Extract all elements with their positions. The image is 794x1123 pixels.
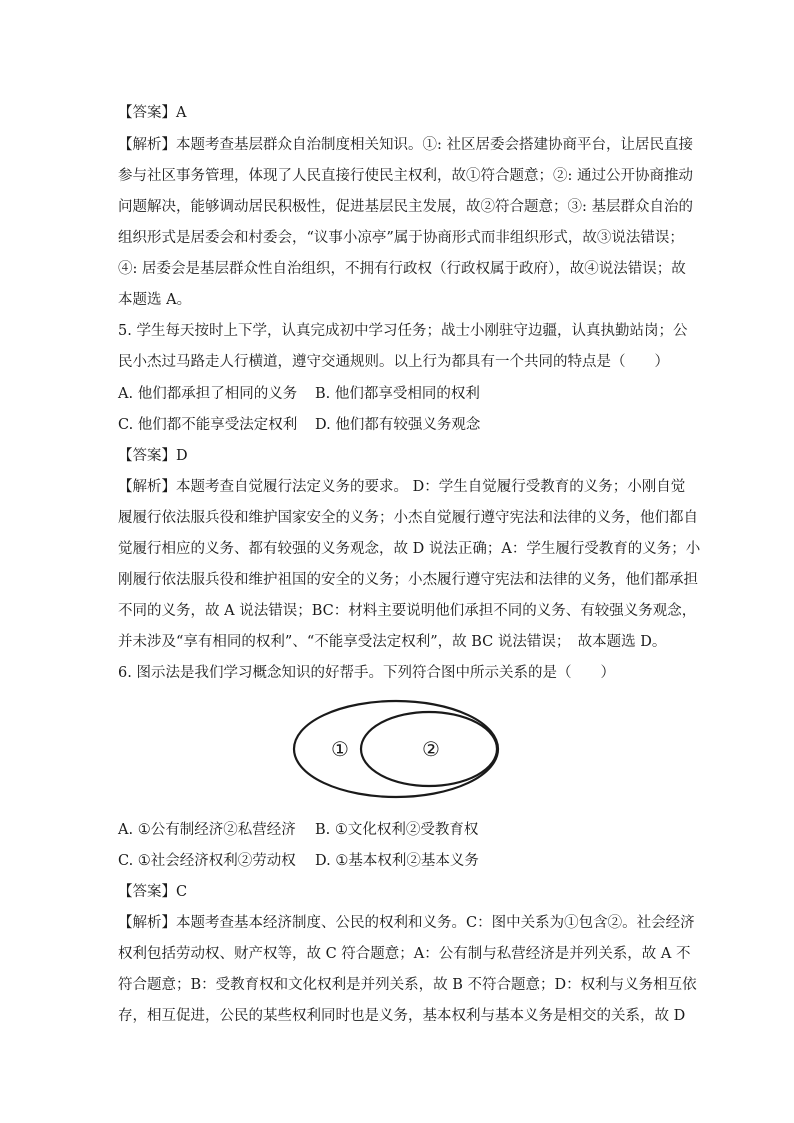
q4-analysis-line: 问题解决，能够调动居民积极性，促进基层民主发展，故②符合题意；③: 基层群众自治的 [118,199,693,215]
q6-option-b: B. ①文化权利②受教育权 [315,822,479,838]
inner-label: ② [422,737,440,761]
q5-stem-line: 民小杰过马路走人行横道，遵守交通规则。以上行为都具有一个共同的特点是（ ） [118,354,669,370]
q4-analysis-line: 参与社区事务管理，体现了人民直接行使民主权利，故①符合题意；②: 通过公开协商推动 [118,168,693,184]
venn-diagram [290,697,506,801]
q5-analysis-line: 【解析】本题考查自觉履行法定义务的要求。 D：学生自觉履行受教育的义务；小刚自觉 [118,479,686,495]
q6-answer: 【答案】C [118,884,188,900]
q6-option-c: C. ①社会经济权利②劳动权 [118,853,296,869]
q5-stem-line: 5. 学生每天按时上下学，认真完成初中学习任务；战士小刚驻守边疆，认真执勤站岗；公 [118,323,688,339]
q6-analysis-line: 符合题意；B：受教育权和文化权利是并列关系，故 B 不符合题意；D：权利与义务相互依 [118,977,697,993]
q6-option-a: A. ①公有制经济②私营经济 [118,822,296,838]
q6-analysis-line: 权利包括劳动权、财产权等，故 C 符合题意；A：公有制与私营经济是并列关系，故 A 不 [118,946,691,962]
q5-option-b: B. 他们都享受相同的权利 [315,386,480,402]
q5-option-c: C. 他们都不能享受法定权利 [118,417,298,433]
q6-stem: 6. 图示法是我们学习概念知识的好帮手。下列符合图中所示关系的是（ ） [118,665,615,681]
q6-analysis-line: 【解析】本题考查基本经济制度、公民的权利和义务。C：图中关系为①包含②。社会经济 [118,915,695,931]
q5-analysis-line: 不同的义务，故 A 说法错误；BC：材料主要说明他们承担不同的义务、有较强义务观念， [118,603,697,619]
q5-option-a: A. 他们都承担了相同的义务 [118,386,298,402]
q5-analysis-line: 刚履行依法服兵役和维护祖国的安全的义务；小杰履行遵守宪法和法律的义务，他们都承担 [118,572,698,588]
q5-analysis-line: 并未涉及“享有相同的权利”、“不能享受法定权利”，故 BC 说法错误； 故本题选 D。 [118,634,667,650]
q5-answer: 【答案】D [118,448,188,464]
q5-option-d: D. 他们都有较强义务观念 [315,417,481,433]
q4-answer: 【答案】A [118,105,187,121]
q5-analysis-line: 履履行依法服兵役和维护国家安全的义务；小杰自觉履行遵守宪法和法律的义务，他们都自 [118,510,698,526]
q6-analysis-line: 存，相互促进，公民的某些权利同时也是义务，基本权利与基本义务是相交的关系，故 D [118,1008,686,1024]
q5-analysis-line: 觉履行相应的义务、都有较强的义务观念，故 D 说法正确；A：学生履行受教育的义务；小 [118,541,701,557]
q6-option-d: D. ①基本权利②基本义务 [315,853,479,869]
outer-label: ① [331,737,349,761]
q4-analysis-line: 【解析】本题考查基层群众自治制度相关知识。①: 社区居委会搭建协商平台，让居民直接 [118,137,693,153]
q4-analysis-line: 本题选 A。 [118,292,192,308]
q4-analysis-line: ④: 居委会是基层群众性自治组织，不拥有行政权（行政权属于政府），故④说法错误；故 [118,261,686,277]
q4-analysis-line: 组织形式是居委会和村委会，“议事小凉亭”属于协商形式而非组织形式，故③说法错误； [118,230,684,246]
